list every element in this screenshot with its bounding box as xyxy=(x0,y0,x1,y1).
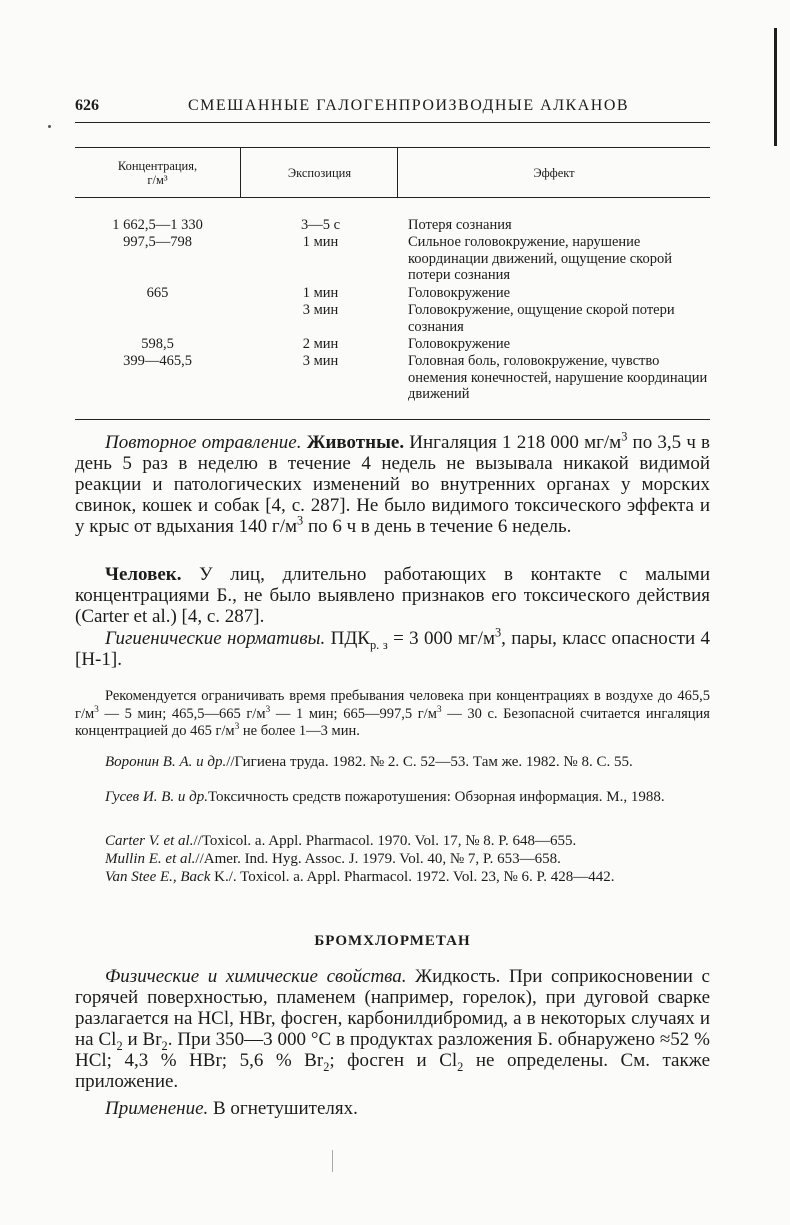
human-paragraph: Человек. У лиц, длительно работающих в контакте с малыми концентрациями Б., не было выявлено признаков его токсического действия (Carter et al.) [4, с. 287]. xyxy=(75,564,710,627)
column-header-exposure: Экспозиция xyxy=(287,166,352,180)
human-label: Человек. xyxy=(105,564,182,585)
cell-concentration: 399—465,5 xyxy=(123,353,192,369)
reference-item: Гусев И. В. и др.Токсичность средств пожаротушения: Обзорная информация. М., 1988. xyxy=(105,789,665,805)
reference-item: Carter V. et al.//Toxicol. a. Appl. Pharmacol. 1970. Vol. 17, № 8. P. 648—655. xyxy=(105,833,577,849)
table-header-rule xyxy=(75,197,710,198)
cell-effect: Головокружение xyxy=(408,285,511,301)
page-number: 626 xyxy=(75,97,99,114)
application-paragraph: Применение. В огнетушителях. xyxy=(105,1098,358,1119)
cell-effect: Головная боль, головокружение, чувство онемения конечностей, нарушение координации движений xyxy=(408,353,708,402)
cell-exposure: 3 мин xyxy=(302,302,339,318)
scan-edge-mark xyxy=(774,28,777,146)
column-header-effect: Эффект xyxy=(533,166,575,180)
running-title: СМЕШАННЫЕ ГАЛОГЕНПРОИЗВОДНЫЕ АЛКАНОВ xyxy=(188,97,630,114)
scan-dot xyxy=(48,125,51,128)
table-top-rule xyxy=(75,147,710,148)
application-label: Применение. xyxy=(105,1098,209,1119)
column-header-concentration: Концентрация, г/м³ xyxy=(117,159,198,187)
exposure-table xyxy=(75,147,710,425)
cell-effect: Потеря сознания xyxy=(408,217,512,233)
properties-label: Физические и химические свойства. xyxy=(105,966,407,987)
header-rule xyxy=(75,122,710,123)
cell-concentration: 1 662,5—1 330 xyxy=(112,217,203,233)
recommendation-paragraph: Рекомендуется ограничивать время пребывания человека при концентрациях в воздухе до 465,5 $г/м^3$ — 5 мин; 465,5—665 $г/м^3$ — 1 мин; 665—997,5 $г/м^3$ — 30 с. Безопасной считается ингаляция концентрацией до 465 $г/м^3$ не более 1—3 мин. xyxy=(75,688,710,739)
cell-effect: Сильное головокружение, нарушение координации движений, ощущение скорой потери сознания xyxy=(408,234,672,283)
properties-paragraph: Физические и химические свойства. Жидкость. При соприкосновении с горячей поверхностью, пламенем (например, горелок), при дуговой сварке разлагается на HCl, HBr, фосген, карбонилдибромид, а в некоторых случаях и на $Cl_2$ и $Br_2$. При 350—3 000 °С в продуктах разложения Б. обнаружено ≈52 % HCl; 4,3 % HBr; 5,6 % $Br_2$; фосген и $Cl_2$ не определены. См. также приложение. xyxy=(75,966,711,1092)
cell-effect: Головокружение, ощущение скорой потери сознания xyxy=(408,302,675,335)
cell-exposure: 3—5 с xyxy=(300,217,341,233)
cell-exposure: 3 мин xyxy=(302,353,339,369)
animals-label: Животные. xyxy=(306,432,405,453)
running-header xyxy=(75,97,710,119)
repeat-poisoning-paragraph: Повторное отравление. Животные. Ингаляция 1 218 000 $мг/м^3$ по 3,5 ч в день 5 раз в неделю в течение 4 недель не вызывала никакой видимой реакции и патологических изменений во внутренних органах у морских свинок, кошек и собак [4, с. 287]. Не было видимого токсического эффекта и у крыс от вдыхания 140 $г/м^3$ по 6 ч в день в течение 6 недель. xyxy=(75,429,711,537)
table-bottom-rule xyxy=(75,419,710,420)
repeat-poisoning-label: Повторное отравление. xyxy=(105,432,302,453)
cell-exposure: 1 мин xyxy=(302,234,339,250)
reference-item: Mullin E. et al.//Amer. Ind. Hyg. Assoc. J. 1979. Vol. 40, № 7, P. 653—658. xyxy=(105,851,561,867)
cell-exposure: 1 мин xyxy=(302,285,339,301)
cell-concentration: 598,5 xyxy=(141,336,174,352)
hygiene-label: Гигиенические нормативы. xyxy=(105,628,326,649)
reference-item: Воронин В. А. и др.//Гигиена труда. 1982. № 2. С. 52—53. Там же. 1982. № 8. С. 55. xyxy=(105,754,633,770)
cell-effect: Головокружение xyxy=(408,336,511,352)
section-title: БРОМХЛОРМЕТАН xyxy=(314,933,471,949)
cell-concentration: 997,5—798 xyxy=(123,234,192,250)
cell-exposure: 2 мин xyxy=(302,336,339,352)
scan-artifact xyxy=(332,1150,333,1172)
reference-item: Van Stee E., Back K./. Toxicol. a. Appl. Pharmacol. 1972. Vol. 23, № 6. P. 428—442. xyxy=(105,869,615,885)
cell-concentration: 665 xyxy=(146,285,169,301)
table-col-divider xyxy=(240,147,241,197)
hygiene-paragraph: Гигиенические нормативы. $ПДК_{р. з} = 3$ 000 $мг/м^3$, пары, класс опасности 4 [Н-1]. xyxy=(75,625,710,670)
